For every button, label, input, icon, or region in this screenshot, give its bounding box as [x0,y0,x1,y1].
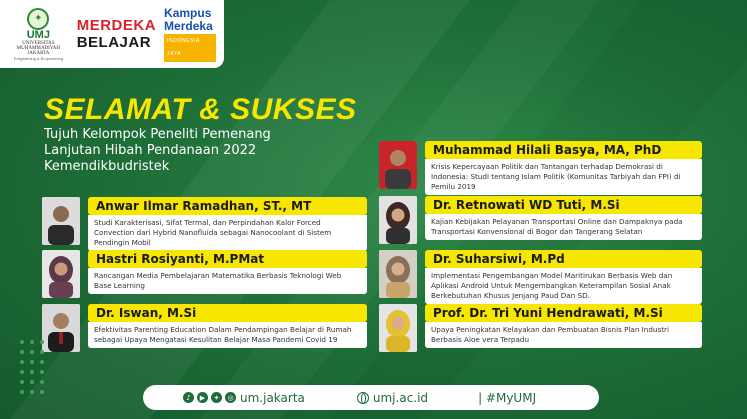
research-title: Rancangan Media Pembelajaran Matematika Berbasis Teknologi Web Base Learning [88,268,367,294]
researcher-name: Dr. Iswan, M.Si [88,304,367,322]
research-title: Efektivitas Parenting Education Dalam Pendampingan Belajar di Rumah sebagai Upaya Mengatasi Kesulitan Belajar Masa Pandemi Covid 19 [88,322,367,348]
umj-logo-text: UMJ [26,28,50,41]
research-title: Kajian Kebijakan Pelayanan Transportasi Online dan Dampaknya pada Transportasi Konvensional di Bogor dan Tangerang Selatan [425,214,702,240]
globe-icon [357,392,369,404]
researcher-card [379,141,704,197]
merdeka-belajar-logo [77,17,156,51]
kampus-line1: Kampus [164,5,212,20]
research-title: Implementasi Pengembangan Model Maritirukan Berbasis Web dan Aplikasi Android Untuk Mengembangkan Keterampilan Sosial Anak Berkebutuhan Khusus Jenjang Paud Dan SD. [425,268,702,304]
researcher-photo [42,250,80,298]
researcher-card [379,250,704,306]
researcher-photo [379,141,417,189]
researcher-name: Dr. Retnowati WD Tuti, M.Si [425,196,702,214]
umj-tagline: Enlightening & Empowering [13,55,63,61]
subtitle-line1: Tujuh Kelompok Peneliti Pemenang [44,127,271,142]
research-title: Studi Karakterisasi, Sifat Termal, dan Perpindahan Kalor Forced Convection dari Hybrid Nanofluida sebagai Nanocoolant di Sistem Pendingin Mobil [88,215,367,251]
researcher-name: Hastri Rosiyanti, M.PMat [88,250,367,268]
social-handle[interactable]: um.jakarta [240,390,305,405]
researcher-card [42,250,367,306]
social-icons [183,392,236,403]
researcher-card [42,304,367,360]
tiktok-icon[interactable]: ♪ [183,392,194,403]
subtitle [44,127,364,175]
researcher-name: Muhammad Hilali Basya, MA, PhD [425,141,702,159]
researcher-photo [42,197,80,245]
researcher-name: Prof. Dr. Tri Yuni Hendrawati, M.Si [425,304,702,322]
umj-full-name: UNIVERSITAS MUHAMMADIYAH JAKARTA [16,40,61,56]
research-title: Upaya Peningkatan Kelayakan dan Pembuatan Bisnis Plan Industri Berbasis Aloe vera Terpadu [425,322,702,348]
kampus-line3: INDONESIA JAYA [164,34,216,62]
website-link[interactable]: umj.ac.id [372,390,429,405]
merdeka-line1: MERDEKA [76,17,157,34]
twitter-icon[interactable]: ✦ [211,392,222,403]
research-title: Krisis Kepercayaan Politik dan Tantangan terhadap Demokrasi di Indonesia: Studi tentang Islam Politik (Komunitas Tarbiyah dan FPI) di Pemilu 2019 [425,159,702,195]
researcher-card [42,197,367,253]
social-handle-group[interactable] [183,391,305,405]
subtitle-line3: Kemendikbudristek [44,159,170,174]
subtitle-line2: Lanjutan Hibah Pendanaan 2022 [44,143,257,158]
kampus-merdeka-logo [164,7,216,62]
umj-logo [8,8,69,61]
umj-emblem-icon: ✦ [27,8,49,30]
footer-bar [143,385,599,410]
kampus-line2: Merdeka [164,18,213,33]
researcher-photo [379,196,417,244]
website-group[interactable] [357,391,428,405]
logo-bar [0,0,224,68]
hashtag: | #MyUMJ [478,390,537,405]
merdeka-line2: BELAJAR [76,34,152,51]
researcher-card [379,196,704,252]
instagram-icon[interactable]: ◎ [225,392,236,403]
decorative-dots [18,338,50,398]
researcher-photo [379,250,417,298]
researcher-name: Dr. Suharsiwi, M.Pd [425,250,702,268]
headline: SELAMAT & SUKSES [44,93,357,126]
researcher-name: Anwar Ilmar Ramadhan, ST., MT [88,197,367,215]
researcher-photo [379,304,417,352]
researcher-card [379,304,704,360]
youtube-icon[interactable]: ▶ [197,392,208,403]
